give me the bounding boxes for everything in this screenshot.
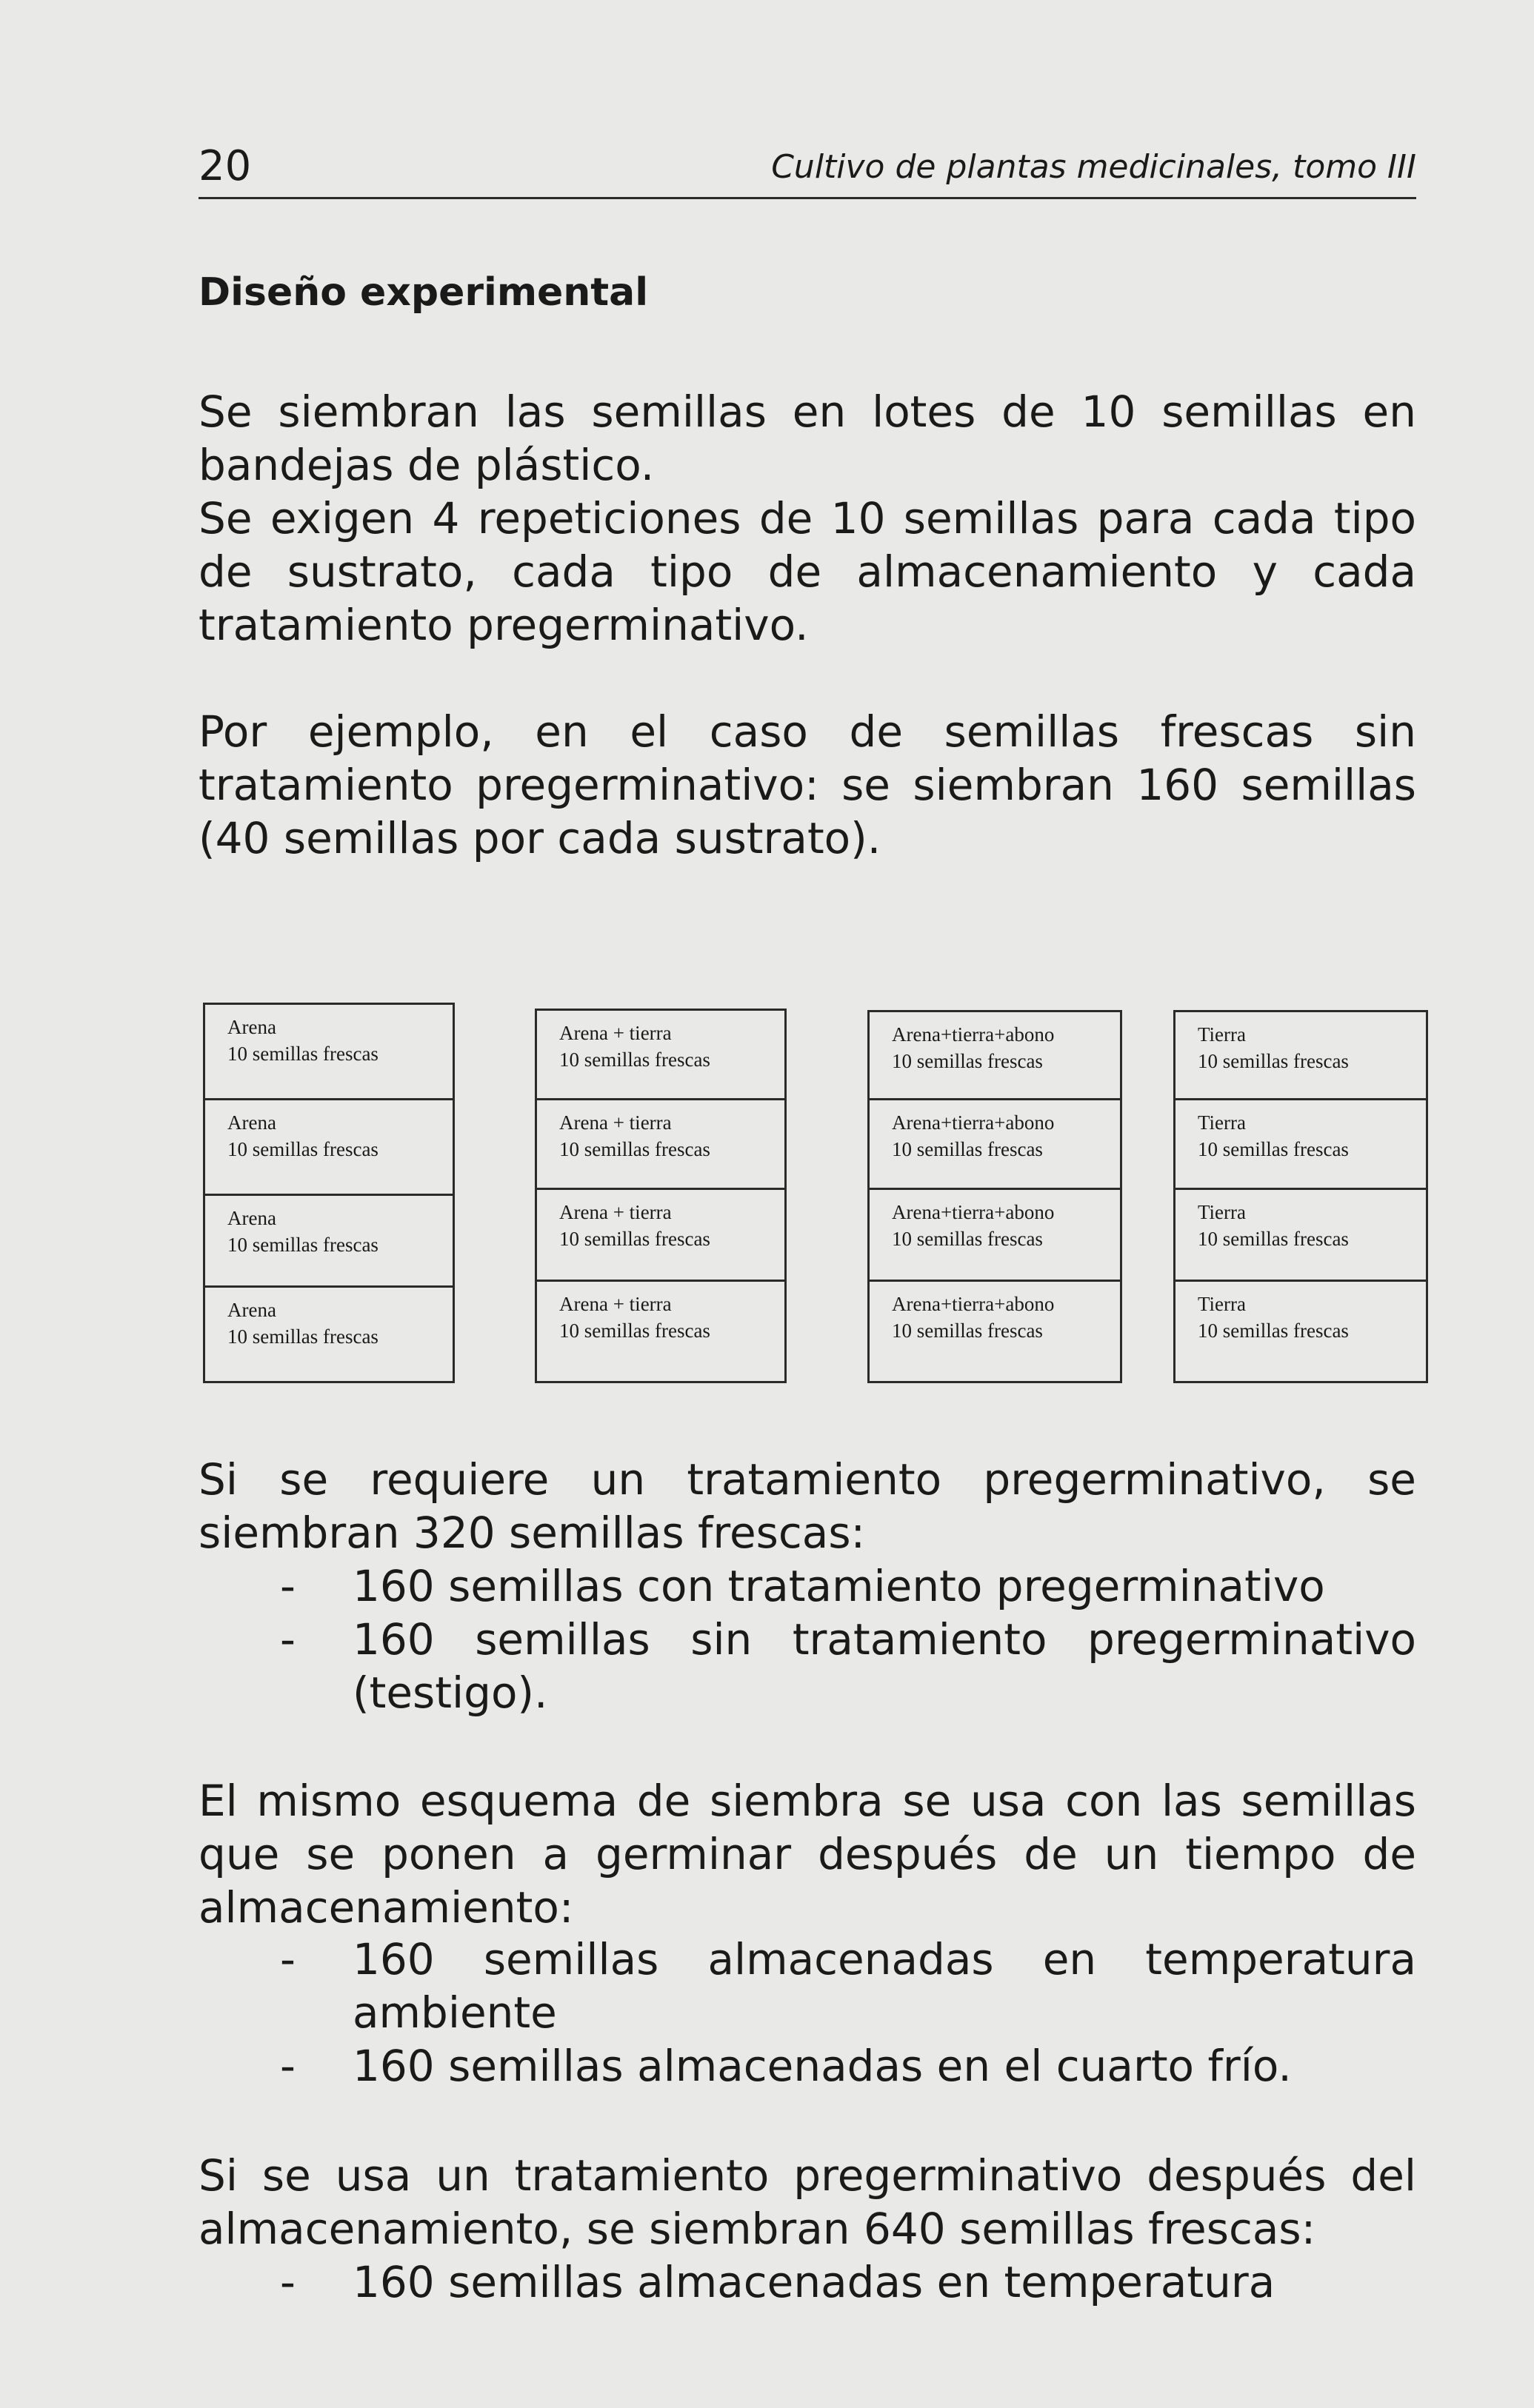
paragraph-intro: [199, 385, 1416, 652]
treatment-list: [199, 1559, 1416, 1719]
running-title: Cultivo de plantas medicinales, tomo III: [771, 148, 1416, 186]
tray-cell: Arena+tierra+abono 10 semillas frescas: [870, 1012, 1120, 1100]
paragraph-repetitions: Se exigen 4 repeticiones de 10 semillas para cada tipo de sustrato, cada tipo de almacenamiento y cada tratamiento pregerminativo.: [199, 493, 1416, 650]
tray-cell: Arena+tierra+abono 10 semillas frescas: [870, 1190, 1120, 1282]
paragraph-pretreatment: Si se requiere un tratamiento pregerminativo, se siembran 320 semillas frescas:: [199, 1454, 1416, 1558]
tray-arena-tierra-abono: [867, 1010, 1122, 1383]
tray-cell: Arena 10 semillas frescas: [205, 1196, 453, 1288]
section-heading: Diseño experimental: [199, 270, 649, 315]
list-item: - 160 semillas almacenadas en el cuarto frío.: [199, 2039, 1416, 2093]
tray-tierra: [1173, 1010, 1428, 1383]
paragraph-lots: Se siembran las semillas en lotes de 10 semillas en bandejas de plástico.: [199, 387, 1416, 490]
tray-cell: Arena + tierra 10 semillas frescas: [537, 1011, 784, 1100]
paragraph-example: Por ejemplo, en el caso de semillas frescas sin tratamiento pregerminativo: se siembran 160 semillas (40 semillas por cada sustrato).: [199, 706, 1416, 863]
tray-cell: Arena+tierra+abono 10 semillas frescas: [892, 1293, 1055, 1342]
paragraph-storage: El mismo esquema de siembra se usa con las semillas que se ponen a germinar después de un tiempo de almacenamiento:: [199, 1776, 1416, 1933]
tray-cell: Arena 10 semillas frescas: [227, 1299, 379, 1348]
tray-cell: Tierra 10 semillas frescas: [1198, 1293, 1349, 1342]
tray-arena: [203, 1003, 455, 1383]
tray-cell: Arena + tierra 10 semillas frescas: [559, 1293, 710, 1342]
list-item: - 160 semillas almacenadas en temperatura ambiente: [199, 1933, 1416, 2039]
tray-cell: Arena 10 semillas frescas: [205, 1005, 453, 1100]
page-header: [199, 138, 1416, 199]
tray-cell: Arena + tierra 10 semillas frescas: [537, 1190, 784, 1282]
list-item: - 160 semillas almacenadas en temperatura: [199, 2255, 1416, 2309]
storage-list: [199, 1933, 1416, 2093]
after-storage-list: [199, 2255, 1416, 2309]
tray-cell: Arena + tierra 10 semillas frescas: [537, 1100, 784, 1190]
tray-cell: Tierra 10 semillas frescas: [1175, 1100, 1426, 1190]
list-item: - 160 semillas sin tratamiento pregerminativo (testigo).: [199, 1613, 1416, 1719]
tray-cell: Tierra 10 semillas frescas: [1175, 1190, 1426, 1282]
page-number: 20: [199, 142, 252, 190]
tray-cell: Tierra 10 semillas frescas: [1175, 1012, 1426, 1100]
tray-cell: Arena 10 semillas frescas: [205, 1100, 453, 1196]
list-item: - 160 semillas con tratamiento pregerminativo: [199, 1559, 1416, 1613]
tray-cell: Arena+tierra+abono 10 semillas frescas: [870, 1100, 1120, 1190]
paragraph-after-storage: Si se usa un tratamiento pregerminativo después del almacenamiento, se siembran 640 semillas frescas:: [199, 2150, 1416, 2254]
tray-arena-tierra: [535, 1009, 787, 1383]
